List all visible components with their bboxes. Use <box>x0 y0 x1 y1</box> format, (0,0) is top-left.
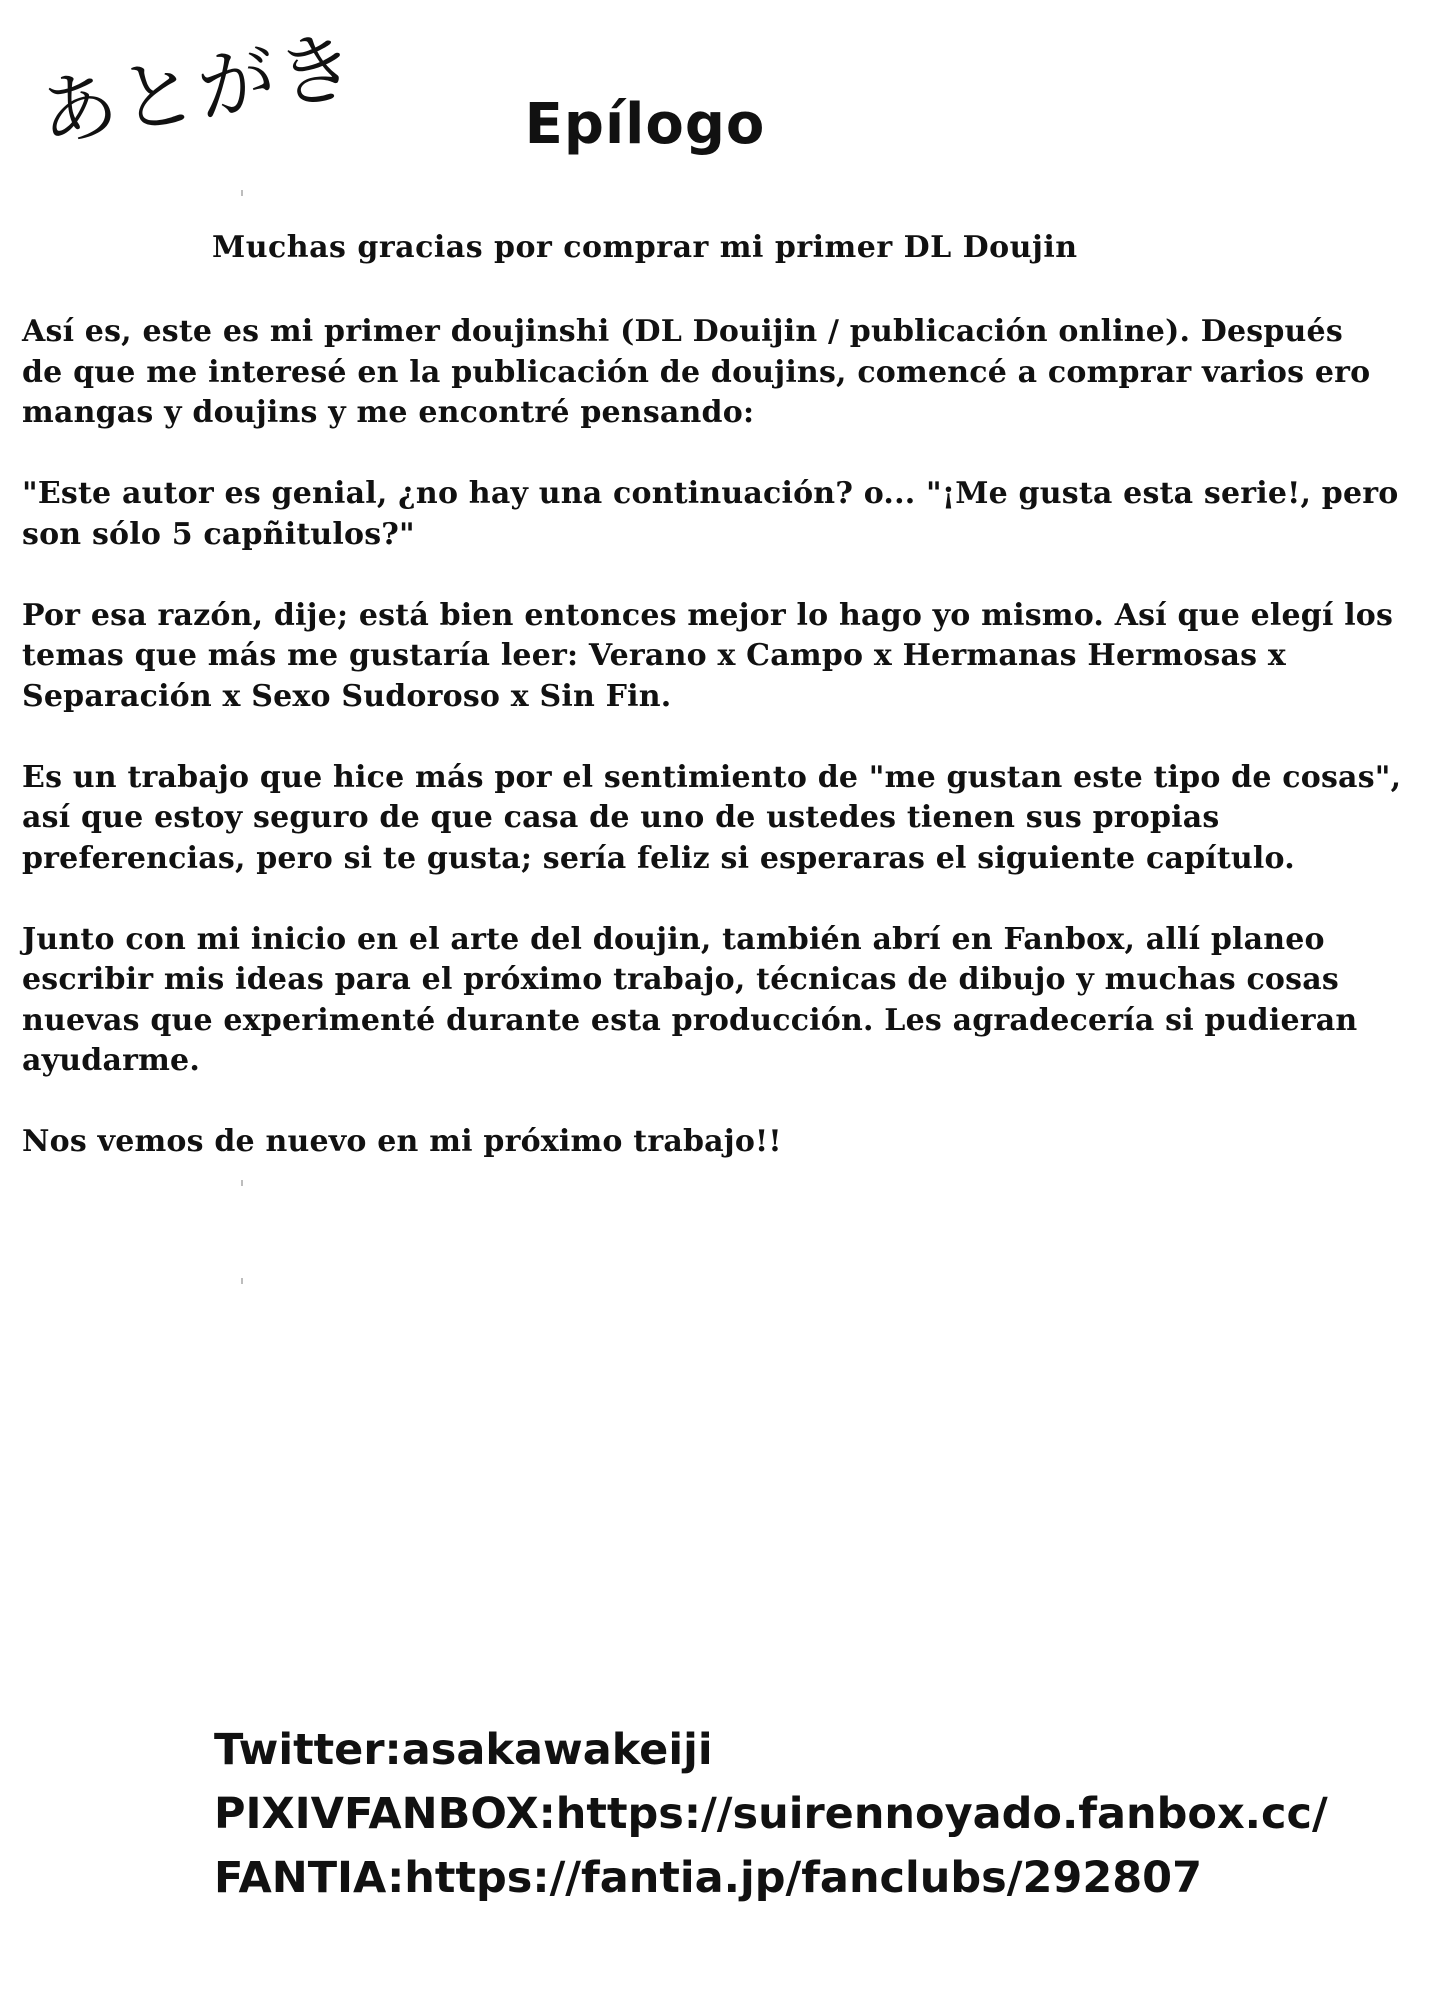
twitter-handle: Twitter:asakawakeiji <box>214 1725 713 1775</box>
page-title: Epílogo <box>524 92 766 157</box>
body-text <box>22 312 1402 1203</box>
text-line: Separación x Sexo Sudoroso x Sin Fin. <box>22 678 672 714</box>
text-line: preferencias, pero si te gusta; sería feliz si esperaras el siguiente capítulo. <box>22 840 1295 876</box>
scan-tick-mark <box>241 190 243 196</box>
text-line: Es un trabajo que hice más por el sentimiento de "me gustan este tipo de cosas", <box>22 759 1402 795</box>
fantia-link: FANTIA:https://fantia.jp/fanclubs/292807 <box>214 1853 1202 1903</box>
text-line: Junto con mi inicio en el arte del doujin, también abrí en Fanbox, allí planeo <box>22 921 1325 957</box>
scan-tick-mark <box>241 1278 243 1284</box>
text-line: de que me interesé en la publicación de doujins, comencé a comprar varios ero <box>22 354 1371 390</box>
paragraph <box>22 474 1399 555</box>
text-line: temas que más me gustaría leer: Verano x Campo x Hermanas Hermosas x <box>22 638 1286 673</box>
contact-links <box>214 1718 1328 1910</box>
text-line: Por esa razón, dije; está bien entonces mejor lo hago yo mismo. Así que elegí los <box>22 597 1394 633</box>
pixiv-fanbox-link: PIXIVFANBOX:https://suirennoyado.fanbox.cc/ <box>214 1789 1328 1839</box>
paragraph <box>22 312 1382 434</box>
text-line: "Este autor es genial, ¿no hay una continuación? o... "¡Me gusta esta serie!, pero <box>22 476 1399 511</box>
text-line: ayudarme. <box>22 1043 200 1078</box>
text-line: mangas y doujins y me encontré pensando: <box>22 395 755 430</box>
text-line: Así es, este es mi primer doujinshi (DL Douijin / publicación online). Después <box>22 314 1343 349</box>
scan-tick-mark <box>241 1180 243 1186</box>
paragraph <box>22 920 1382 1082</box>
paragraph <box>22 758 1402 880</box>
text-line: Nos vemos de nuevo en mi próximo trabajo!! <box>22 1124 782 1159</box>
text-line: así que estoy seguro de que casa de uno de ustedes tienen sus propias <box>22 800 1220 835</box>
paragraph <box>22 1122 1382 1163</box>
text-line: escribir mis ideas para el próximo trabajo, técnicas de dibujo y muchas cosas <box>22 962 1339 997</box>
japanese-title: あとがき <box>33 21 364 161</box>
text-line: nuevas que experimenté durante esta producción. Les agradecería si pudieran <box>22 1002 1358 1038</box>
paragraph <box>22 596 1394 718</box>
text-line: son sólo 5 capñitulos?" <box>22 516 415 552</box>
subtitle: Muchas gracias por comprar mi primer DL Doujin <box>212 230 1078 265</box>
